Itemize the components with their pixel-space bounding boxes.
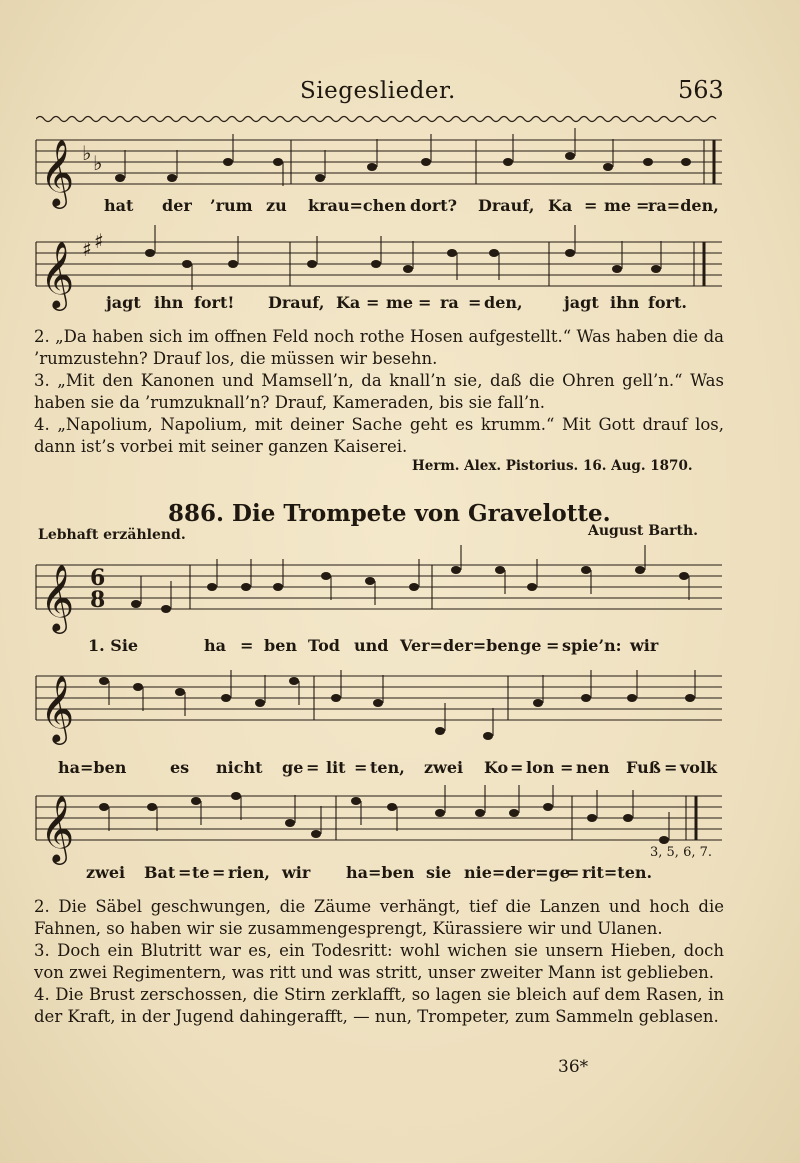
staff-system-4: [36, 670, 722, 745]
lyric-syllable: wir: [282, 863, 311, 882]
lyric-syllable: me: [604, 196, 632, 215]
lyric-syllable: fort.: [648, 293, 687, 312]
signature-mark: 36*: [558, 1057, 589, 1077]
lyric-syllable: ra: [440, 293, 459, 312]
lyric-syllable: jagt: [106, 293, 141, 312]
svg-text:𝄞: 𝄞: [40, 563, 75, 631]
lyric-syllable: Ka: [548, 196, 573, 215]
lyric-syllable: nicht: [216, 758, 263, 777]
song2-verse-4: 4. Die Brust zerschossen, die Stirn zerklafft, so lagen sie bleich auf dem Rasen, in der Kraft, in der Jugend dahingerafft, — nun, Trompeter, zum Sammeln geblasen.: [34, 985, 724, 1026]
song2-verse-3: 3. Doch ein Blutritt war es, ein Todesritt: wohl wichen sie unsern Hieben, doch von zwei Regimentern, was ritt und was stritt, unser zweiter Mann ist geblieben.: [34, 941, 724, 982]
lyric-syllable: Drauf,: [268, 293, 325, 312]
svg-text:♯: ♯: [82, 237, 92, 261]
lyric-syllable: ten,: [370, 758, 405, 777]
song1-credit: Herm. Alex. Pistorius. 16. Aug. 1870.: [412, 458, 693, 474]
lyric-syllable: =: [468, 293, 482, 312]
time-signature-bottom: 8: [90, 587, 106, 613]
lyric-syllable: ge: [520, 636, 542, 655]
composer: August Barth.: [588, 523, 699, 539]
lyric-syllable: =: [212, 863, 226, 882]
lyric-syllable: sie: [426, 863, 452, 882]
lyric-syllable: zwei: [86, 863, 126, 882]
lyric-syllable: =: [354, 758, 368, 777]
lyric-syllable: ha: [204, 636, 226, 655]
lyric-syllable: zwei: [424, 758, 464, 777]
lyric-syllable: ha=ben: [346, 863, 415, 882]
lyric-syllable: dort?: [410, 196, 458, 215]
svg-text:♯: ♯: [94, 229, 104, 253]
lyric-syllable: ben: [264, 636, 297, 655]
song2-verse-2: 2. Die Säbel geschwungen, die Zäume verhängt, tief die Lanzen und hoch die Fahnen, so haben wir sie zusammengesprengt, Kürassiere wir und Ulanen.: [34, 897, 724, 938]
lyric-syllable: Drauf,: [478, 196, 535, 215]
lyric-syllable: =: [178, 863, 192, 882]
lyric-syllable: hat: [104, 196, 134, 215]
lyric-syllable: =: [584, 196, 598, 215]
lyric-syllable: volk: [680, 758, 718, 777]
staff-system-5: [36, 785, 722, 865]
time-signature-top: 6: [90, 565, 106, 591]
lyric-syllable: Ko: [484, 758, 509, 777]
lyric-syllable: den,: [484, 293, 523, 312]
lyric-syllable: nie=der=ge: [464, 863, 570, 882]
svg-text:♭: ♭: [93, 151, 103, 175]
lyric-syllable: lit: [326, 758, 346, 777]
lyric-syllable: ha=ben: [58, 758, 127, 777]
lyric-syllable: =: [664, 758, 678, 777]
page-number: 563: [678, 76, 724, 104]
lyric-syllable: ihn: [610, 293, 640, 312]
lyric-syllable: =: [418, 293, 432, 312]
song1-verse-2: 2. „Da haben sich im offnen Feld noch rothe Hosen aufgestellt.“ Was haben die da ’rumzustehn? Drauf los, die müssen wir besehn.: [34, 327, 724, 368]
lyric-syllable: nen: [576, 758, 610, 777]
lyric-syllable: wir: [630, 636, 659, 655]
lyric-syllable: rien,: [228, 863, 270, 882]
svg-text:𝄞: 𝄞: [40, 794, 75, 862]
lyric-syllable: ’rum: [210, 196, 253, 215]
lyric-syllable: jagt: [564, 293, 599, 312]
lyric-syllable: Bat: [144, 863, 176, 882]
lyric-syllable: =: [546, 636, 560, 655]
lyric-syllable: =: [636, 196, 650, 215]
lyric-syllable: ra=den,: [648, 196, 719, 215]
staff-system-3: [36, 545, 722, 634]
lyric-syllable: spie’n:: [562, 636, 622, 655]
lyric-syllable: Ver=der=ben: [400, 636, 520, 655]
lyric-syllable: =: [240, 636, 254, 655]
lyric-syllable: es: [170, 758, 190, 777]
lyric-syllable: der: [162, 196, 192, 215]
song1-verse-4: 4. „Napolium, Napolium, mit deiner Sache geht es krumm.“ Mit Gott drauf los, dann ist’s vorbei mit seiner ganzen Kaiserei.: [34, 415, 724, 456]
lyric-syllable: me: [386, 293, 414, 312]
lyric-syllable: lon: [526, 758, 555, 777]
running-header: Siegeslieder.: [300, 78, 456, 104]
lyric-syllable: und: [354, 636, 389, 655]
lyric-syllable: fort!: [194, 293, 235, 312]
lyric-syllable: Tod: [308, 636, 340, 655]
svg-text:𝄞: 𝄞: [40, 240, 75, 308]
lyric-syllable: 1. Sie: [88, 636, 139, 655]
lyric-syllable: =: [366, 293, 380, 312]
lyric-syllable: te: [192, 863, 210, 882]
svg-text:𝄞: 𝄞: [40, 674, 75, 742]
song-title: 886. Die Trompete von Gravelotte.: [168, 500, 611, 527]
verse-repeat-numbers: 3, 5, 6, 7.: [650, 845, 713, 860]
lyric-syllable: Ka: [336, 293, 361, 312]
song1-verse-3: 3. „Mit den Kanonen und Mamsell’n, da knall’n sie, daß die Ohren gell’n.“ Was haben sie da ’rumzuknall’n? Drauf, Kameraden, bis sie fall’n.: [34, 371, 724, 412]
lyric-syllable: krau=chen: [308, 196, 407, 215]
svg-text:𝄞: 𝄞: [40, 138, 75, 206]
lyric-syllable: =: [560, 758, 574, 777]
lyric-syllable: =: [510, 758, 524, 777]
lyric-syllable: zu: [266, 196, 287, 215]
lyric-syllable: =: [306, 758, 320, 777]
lyric-syllable: ihn: [154, 293, 184, 312]
lyric-syllable: =: [566, 863, 580, 882]
lyric-syllable: ge: [282, 758, 304, 777]
svg-text:♭: ♭: [82, 141, 92, 165]
lyric-syllable: Fuß: [626, 758, 661, 777]
lyric-syllable: rit=ten.: [582, 863, 653, 882]
tempo-marking: Lebhaft erzählend.: [38, 527, 186, 543]
